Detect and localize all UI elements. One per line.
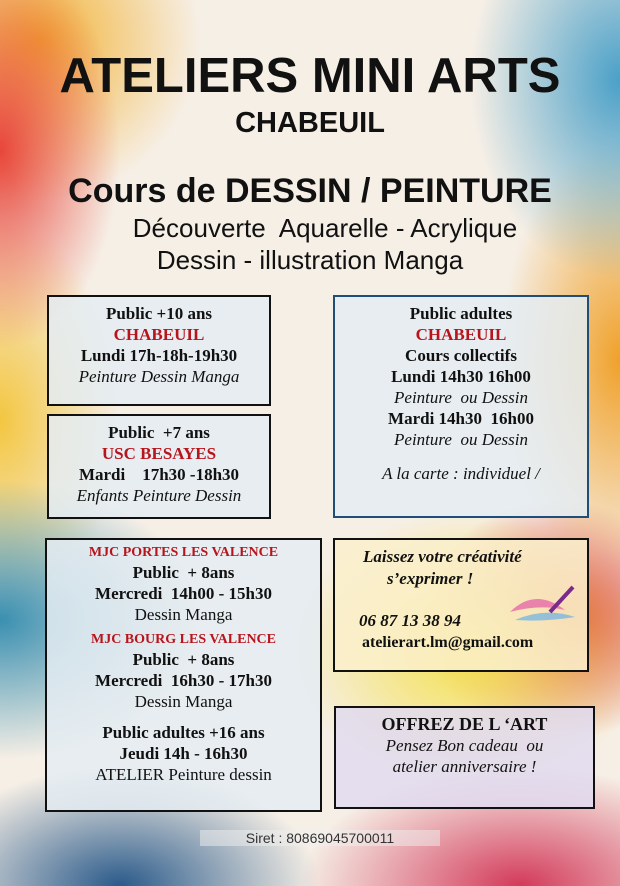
- course-type: Cours collectifs: [405, 346, 517, 365]
- siret: Siret : 80869045700011: [200, 830, 440, 846]
- schedule-monday: Lundi 14h30 16h00: [391, 367, 531, 386]
- box-adults-chabeuil: [333, 295, 589, 518]
- description-monday: Peinture ou Dessin: [394, 388, 528, 407]
- schedule-tuesday: Mardi 14h30 16h00: [388, 409, 534, 428]
- description: Peinture Dessin Manga: [78, 367, 240, 386]
- schedule: Lundi 17h-18h-19h30: [80, 346, 238, 365]
- schedule: Mardi 17h30 -18h30: [78, 465, 240, 484]
- course-types-2: Dessin - illustration Manga: [156, 245, 464, 275]
- location: CHABEUIL: [415, 325, 507, 344]
- schedule: Mercredi 14h00 - 15h30: [95, 584, 272, 603]
- description: Dessin Manga: [134, 692, 233, 711]
- audience: Public adultes: [409, 304, 513, 323]
- email[interactable]: atelierart.lm@gmail.com: [362, 634, 534, 651]
- box-contact: [333, 538, 589, 672]
- gift-line-2: atelier anniversaire !: [392, 757, 537, 776]
- slogan-2: s’exprimer !: [387, 569, 474, 588]
- city: CHABEUIL: [235, 107, 385, 139]
- paintbrush-icon: [505, 582, 580, 627]
- description-tuesday: Peinture ou Dessin: [394, 430, 528, 449]
- gift-line: Pensez Bon cadeau ou: [385, 736, 544, 755]
- description: ATELIER Peinture dessin: [95, 765, 272, 784]
- schedule: Mercredi 16h30 - 17h30: [95, 671, 272, 690]
- poster-title: ATELIERS MINI ARTS: [59, 49, 561, 103]
- audience: Public +10 ans: [105, 304, 213, 323]
- location-bourg: MJC BOURG LES VALENCE: [90, 632, 277, 647]
- description: Enfants Peinture Dessin: [76, 486, 242, 505]
- box-public-7: [47, 414, 271, 519]
- audience: Public +7 ans: [108, 423, 210, 442]
- schedule-thursday: Jeudi 14h - 16h30: [119, 744, 248, 763]
- box-gift: [334, 706, 595, 809]
- course-types: Découverte Aquarelle - Acrylique: [132, 213, 518, 243]
- location: CHABEUIL: [113, 325, 205, 344]
- box-public-10: [47, 295, 271, 406]
- a-la-carte: A la carte : individuel /: [382, 464, 540, 483]
- description: Dessin Manga: [134, 605, 233, 624]
- phone[interactable]: 06 87 13 38 94: [359, 611, 461, 630]
- subtitle: Cours de DESSIN / PEINTURE: [68, 172, 552, 210]
- audience: Public + 8ans: [132, 563, 235, 582]
- audience: Public + 8ans: [132, 650, 235, 669]
- slogan: Laissez votre créativité: [363, 547, 522, 566]
- audience-adults: Public adultes +16 ans: [102, 723, 265, 742]
- box-mjc: [45, 538, 322, 812]
- location-portes: MJC PORTES LES VALENCE: [88, 545, 279, 560]
- gift-title: OFFREZ DE L ‘ART: [381, 714, 548, 734]
- location: USC BESAYES: [101, 444, 217, 463]
